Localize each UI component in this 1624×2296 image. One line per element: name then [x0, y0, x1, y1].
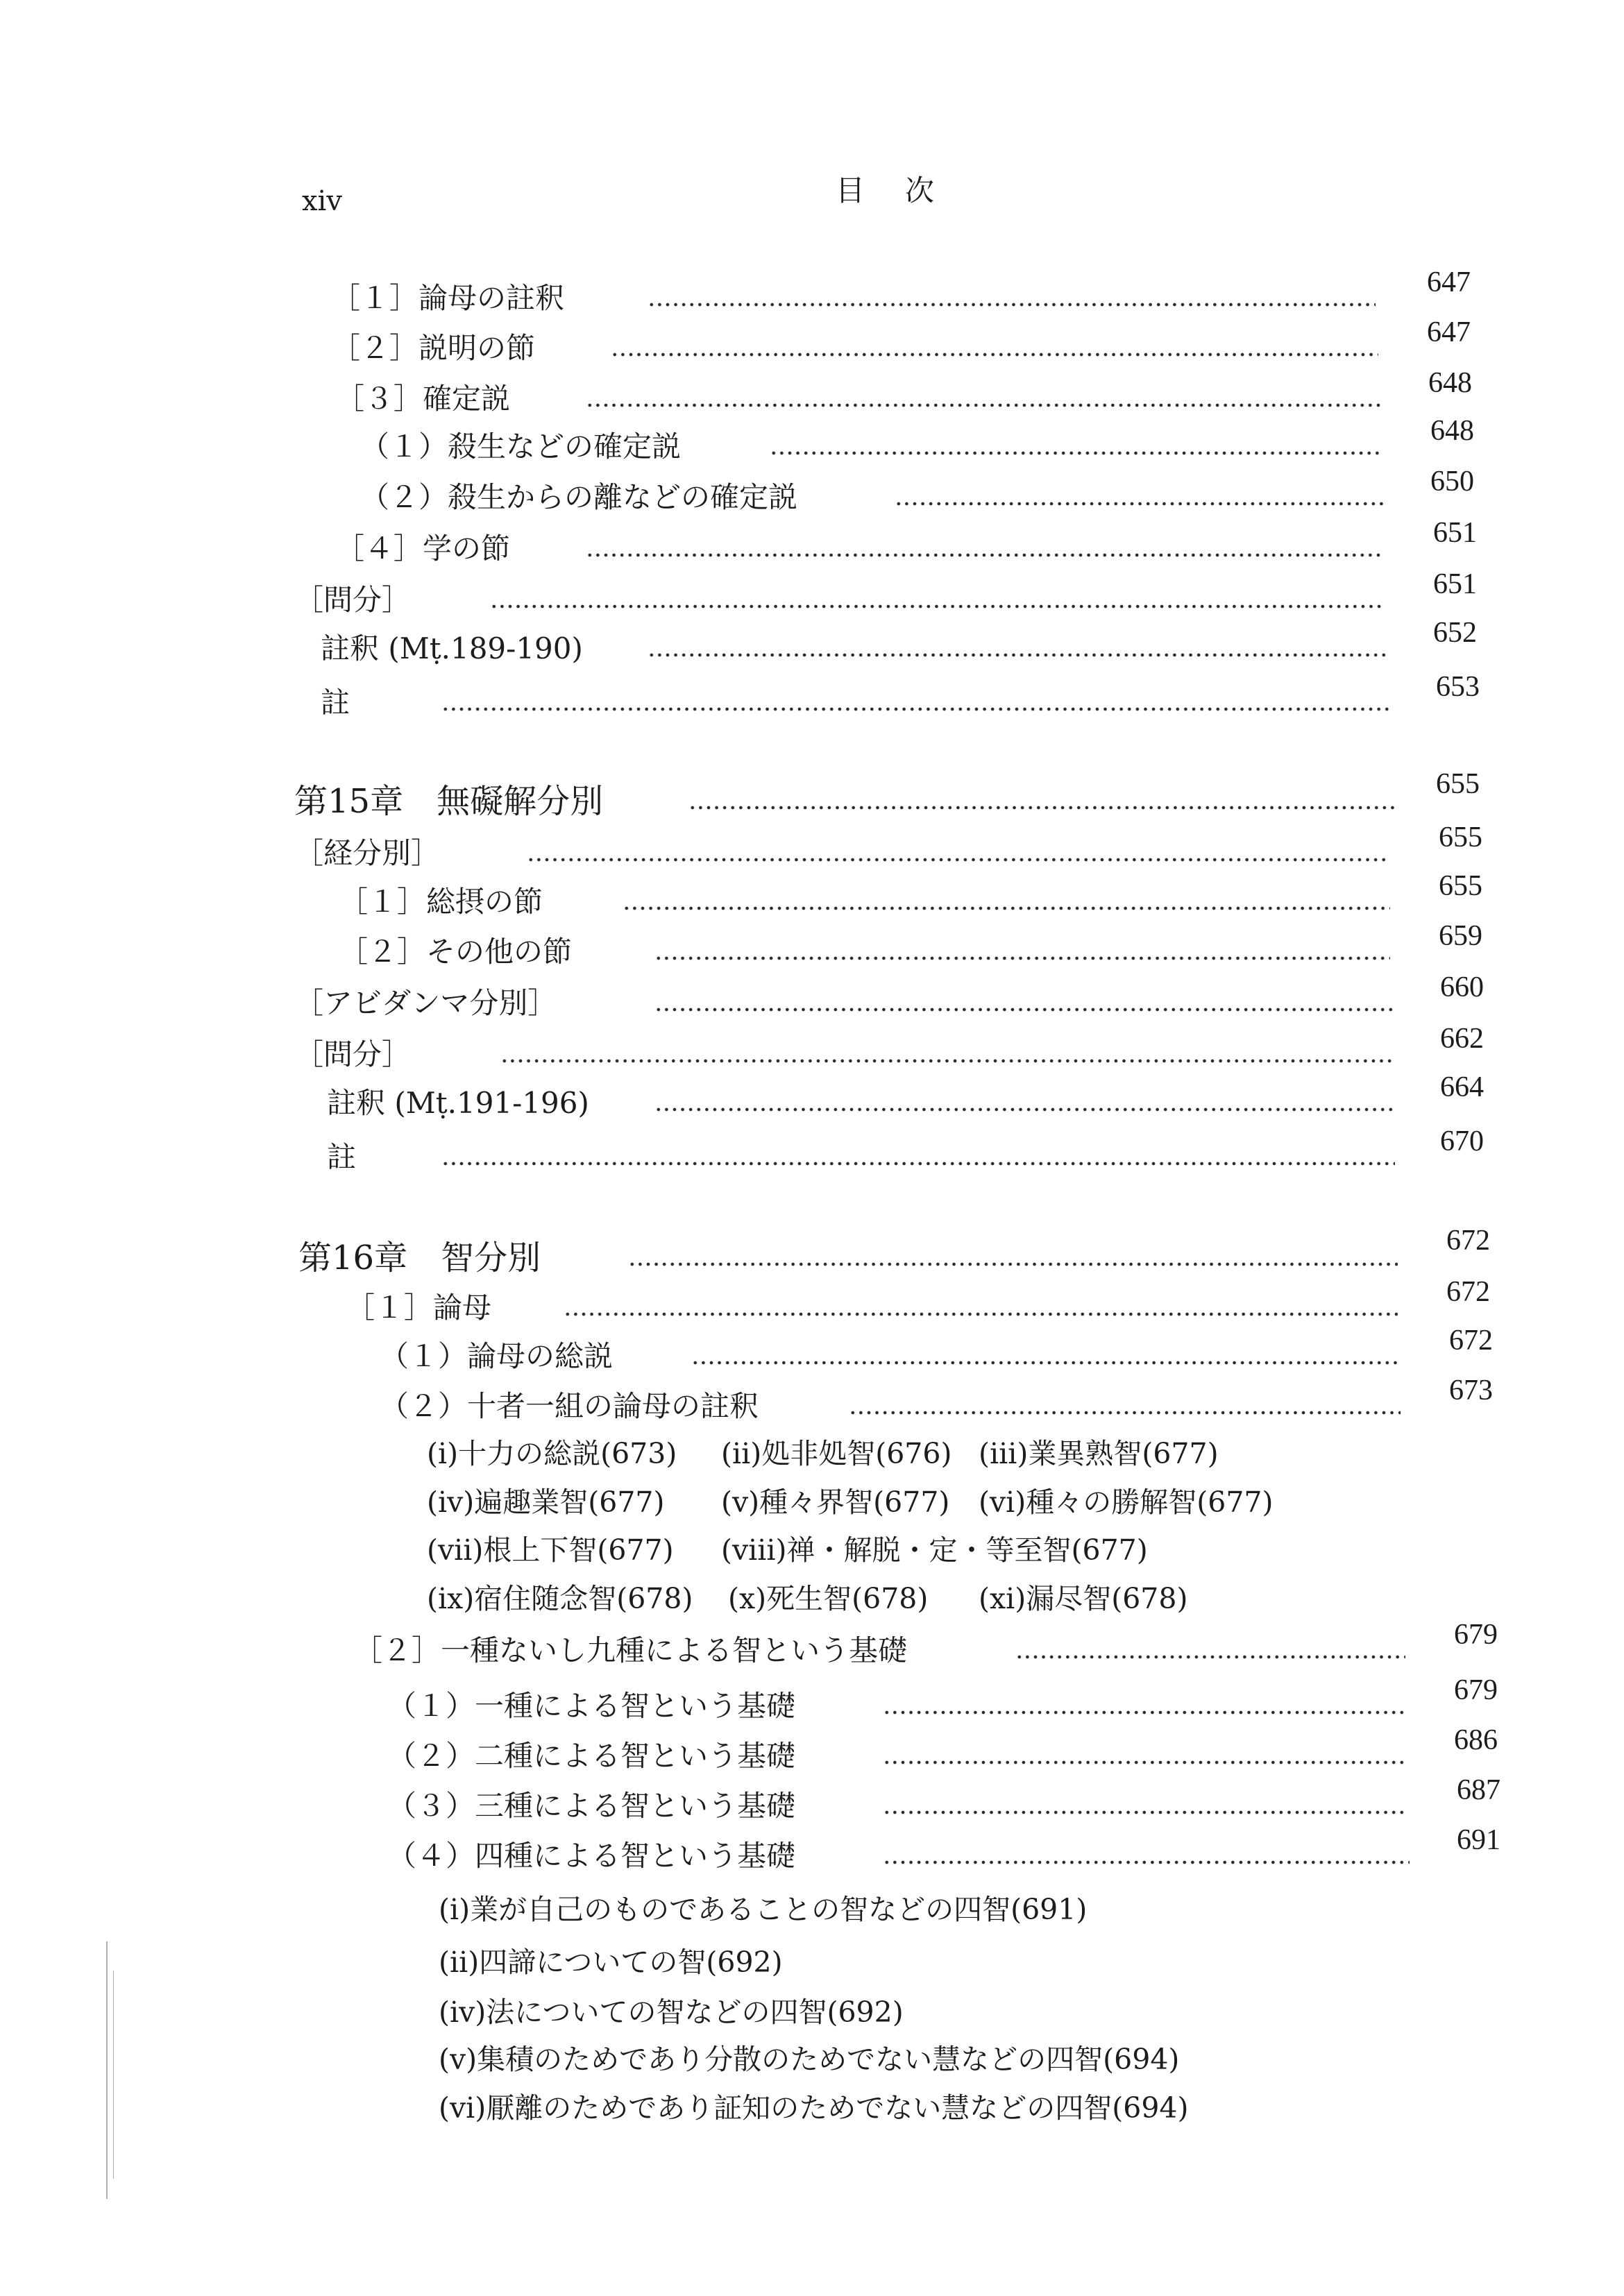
toc-entry — [0, 415, 1624, 464]
toc-entry — [0, 367, 1624, 416]
toc-entry-label: ［２］その他の節 — [339, 935, 573, 969]
toc-entry-page: 679 — [1454, 1619, 1498, 1651]
toc-subitem: (viii)禅・解脱・定・等至智(677) — [721, 1533, 1148, 1567]
toc-entry-label: ［１］論母の註釈 — [331, 281, 565, 315]
leader-dots — [648, 302, 1376, 307]
toc-entry-page: 651 — [1433, 568, 1477, 600]
toc-entry-page: 652 — [1433, 617, 1477, 649]
toc-subitem: (v)集積のためであり分散のためでない慧などの四智(694) — [439, 2043, 1180, 2076]
chapter-heading — [0, 768, 1624, 821]
toc-entry-page: 664 — [1440, 1071, 1484, 1103]
scan-margin-line — [113, 1971, 114, 2179]
toc-subitem-line — [0, 2091, 1624, 2125]
toc-entry — [0, 1724, 1624, 1774]
toc-entry — [0, 1375, 1624, 1424]
toc-entry-page: 662 — [1440, 1023, 1484, 1055]
leader-dots — [500, 1058, 1394, 1064]
leader-dots — [688, 805, 1395, 810]
toc-entry — [0, 971, 1624, 1021]
chapter-heading-label: 第15章 無礙解分別 — [294, 782, 604, 821]
toc-subitem-line — [0, 1436, 1624, 1471]
toc-entry-page: 659 — [1439, 920, 1482, 952]
toc-subitem-line — [0, 1485, 1624, 1520]
toc-entry-label: （３）三種による智という基礎 — [387, 1789, 796, 1823]
toc-entry — [0, 617, 1624, 666]
toc-subitem: (vi)厭離のためであり証知のためでない慧などの四智(694) — [439, 2091, 1189, 2125]
leader-dots — [623, 905, 1390, 911]
toc-entry-page: 647 — [1427, 266, 1471, 298]
leader-dots — [441, 706, 1390, 712]
toc-entry — [0, 1276, 1624, 1325]
toc-entry — [0, 920, 1624, 969]
leader-dots — [586, 402, 1380, 408]
toc-entry — [0, 1619, 1624, 1668]
toc-entry-label: （２）殺生からの離などの確定説 — [360, 480, 798, 514]
toc-entry-label: （２）二種による智という基礎 — [387, 1739, 796, 1773]
toc-entry-label: ［経分別］ — [294, 836, 441, 870]
leader-dots — [1015, 1654, 1405, 1660]
page-number: xiv — [302, 185, 342, 217]
toc-entry-page: 650 — [1430, 466, 1474, 498]
toc-entry-label: 註 — [327, 1140, 357, 1174]
toc-entry-label: ［問分］ — [294, 1037, 412, 1071]
toc-entry — [0, 266, 1624, 316]
leader-dots — [490, 604, 1385, 609]
toc-entry-label: （１）一種による智という基礎 — [387, 1689, 796, 1723]
toc-entry-page: 655 — [1439, 822, 1482, 853]
toc-entry-label: 註釈 (Mṭ.191-196) — [327, 1086, 589, 1120]
leader-dots — [654, 955, 1390, 961]
toc-entry-label: 註釈 (Mṭ.189-190) — [321, 631, 583, 665]
leader-dots — [691, 1360, 1398, 1366]
toc-entry-label: ［２］説明の節 — [331, 331, 536, 365]
toc-subitem: (vi)種々の勝解智(677) — [979, 1486, 1274, 1519]
toc-entry-page: 672 — [1446, 1225, 1490, 1257]
toc-entry — [0, 517, 1624, 566]
toc-entry — [0, 466, 1624, 515]
leader-dots — [527, 857, 1387, 862]
toc-subitem: (ii)処非処智(676) — [721, 1437, 952, 1470]
toc-entry — [0, 568, 1624, 618]
toc-entry-page: 648 — [1428, 367, 1472, 399]
leader-dots — [564, 1311, 1398, 1317]
scan-margin-line — [106, 1941, 108, 2199]
toc-entry-label: ［アビダンマ分別］ — [294, 986, 557, 1020]
toc-subitem-line — [0, 1581, 1624, 1616]
toc-entry-page: 672 — [1449, 1325, 1493, 1357]
toc-entry — [0, 822, 1624, 871]
leader-dots — [883, 1760, 1407, 1765]
chapter-heading-label: 第16章 智分別 — [298, 1239, 541, 1277]
toc-entry-page: 647 — [1427, 316, 1471, 348]
leader-dots — [895, 501, 1383, 507]
toc-entry-label: （４）四種による智という基礎 — [387, 1839, 796, 1873]
leader-dots — [648, 652, 1387, 658]
toc-entry — [0, 1325, 1624, 1374]
toc-entry-page: 648 — [1430, 415, 1474, 447]
toc-subitem: (i)十力の総説(673) — [427, 1437, 677, 1470]
toc-entry-label: ［２］一種ないし九種による智という基礎 — [353, 1633, 908, 1667]
toc-subitem-line — [0, 1892, 1624, 1927]
page-title: 目 次 — [836, 173, 940, 207]
chapter-heading — [0, 1225, 1624, 1277]
toc-entry-page: 655 — [1439, 870, 1482, 902]
toc-entry-page: 670 — [1440, 1125, 1484, 1157]
toc-entry-label: （２）十者一組の論母の註釈 — [380, 1389, 759, 1423]
toc-entry — [0, 1071, 1624, 1121]
toc-subitem: (xi)漏尽智(678) — [979, 1582, 1188, 1615]
toc-subitem: (ii)四諦についての智(692) — [439, 1946, 783, 1979]
toc-entry-label: ［３］確定説 — [335, 382, 511, 416]
toc-entry-page: 653 — [1436, 671, 1480, 703]
toc-entry-label: ［問分］ — [294, 583, 412, 617]
toc-subitem-line — [0, 2042, 1624, 2077]
toc-subitem: (iii)業異熟智(677) — [979, 1437, 1219, 1470]
toc-entry — [0, 1125, 1624, 1175]
toc-subitem: (iv)遍趣業智(677) — [427, 1486, 665, 1519]
toc-subitem: (ix)宿住随念智(678) — [427, 1582, 693, 1615]
toc-entry — [0, 316, 1624, 366]
toc-entry-label: 註 — [321, 686, 350, 720]
toc-entry — [0, 870, 1624, 919]
toc-subitem-line — [0, 1533, 1624, 1567]
toc-subitem: (x)死生智(678) — [728, 1582, 929, 1615]
toc-entry-page: 673 — [1449, 1375, 1493, 1406]
toc-entry-page: 679 — [1454, 1674, 1498, 1706]
leader-dots — [441, 1161, 1395, 1166]
leader-dots — [883, 1710, 1405, 1715]
toc-entry-page: 691 — [1457, 1824, 1500, 1856]
toc-entry-label: ［４］学の節 — [335, 532, 511, 566]
toc-entry-page: 651 — [1433, 517, 1477, 549]
toc-entry — [0, 1674, 1624, 1724]
toc-entry — [0, 671, 1624, 720]
toc-entry-label: ［１］論母 — [346, 1291, 492, 1325]
toc-entry-label: （１）殺生などの確定説 — [360, 430, 682, 464]
toc-entry — [0, 1824, 1624, 1873]
toc-subitem: (iv)法についての智などの四智(692) — [439, 1996, 904, 2029]
toc-subitem: (i)業が自己のものであることの智などの四智(691) — [439, 1893, 1088, 1926]
toc-entry-page: 687 — [1457, 1774, 1500, 1806]
leader-dots — [883, 1810, 1408, 1815]
toc-entry-page: 655 — [1436, 768, 1480, 800]
toc-entry-label: （１）論母の総説 — [380, 1339, 614, 1373]
toc-entry-label: ［１］総摂の節 — [339, 885, 543, 919]
leader-dots — [628, 1261, 1398, 1267]
leader-dots — [611, 352, 1378, 357]
leader-dots — [654, 1107, 1394, 1112]
toc-subitem-line — [0, 1995, 1624, 2030]
leader-dots — [883, 1860, 1410, 1865]
toc-subitem: (vii)根上下智(677) — [427, 1533, 674, 1567]
toc-subitem: (v)種々界智(677) — [721, 1486, 950, 1519]
toc-entry-page: 686 — [1454, 1724, 1498, 1756]
leader-dots — [586, 552, 1385, 558]
toc-entry-page: 660 — [1440, 971, 1484, 1003]
leader-dots — [770, 450, 1383, 456]
toc-entry — [0, 1774, 1624, 1823]
toc-entry — [0, 1023, 1624, 1072]
toc-subitem-line — [0, 1945, 1624, 1980]
leader-dots — [849, 1410, 1401, 1415]
leader-dots — [654, 1007, 1394, 1012]
toc-entry-page: 672 — [1446, 1276, 1490, 1308]
